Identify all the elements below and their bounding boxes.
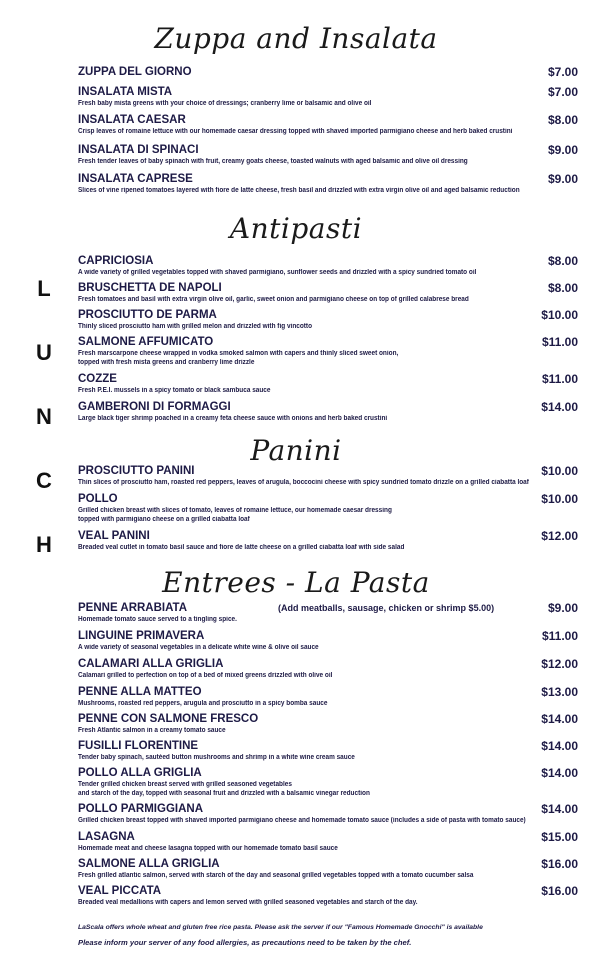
item-name: PENNE CON SALMONE FRESCO: [78, 713, 259, 725]
item-description: Breaded veal medallions with capers and lemon served with grilled seasoned vegetables and starch of the day.: [78, 899, 418, 906]
add-on-note: (Add meatballs, sausage, chicken or shrimp $5.00): [278, 603, 495, 613]
item-price: $8.00: [547, 281, 578, 295]
item-price: $9.00: [547, 172, 578, 186]
item-description: A wide variety of seasonal vegetables in a delicate white wine & olive oil sauce: [78, 644, 319, 651]
item-price: $13.00: [541, 685, 578, 699]
item-name: ZUPPA DEL GIORNO: [78, 66, 192, 78]
item-price: $12.00: [541, 529, 578, 543]
item-description: Grilled chicken breast topped with shaved imported parmigiano cheese and homemade tomato sauce (includes a side of pasta with tomato sauce): [78, 817, 526, 824]
item-price: $11.00: [541, 372, 578, 386]
menu-item: [78, 465, 578, 487]
item-price: $16.00: [541, 884, 578, 898]
item-price: $15.00: [541, 830, 578, 844]
item-description: Thin slices of prosciutto ham, roasted red peppers, leaves of arugula, boccocini cheese with spicy sundried tomato drizzle on a grilled ciabatta loaf: [78, 479, 529, 486]
item-description: Grilled chicken breast with slices of tomato, leaves of romaine lettuce, our homemade caesar dressing: [78, 507, 392, 514]
item-name: SALMONE ALLA GRIGLIA: [78, 858, 220, 870]
section-title-entrees: Entrees - La Pasta: [162, 566, 430, 599]
menu-item: [78, 803, 578, 825]
menu-item: [78, 282, 578, 304]
item-description: Tender baby spinach, sautéed button mushrooms and shrimp in a white wine cream sauce: [78, 754, 355, 761]
menu-item: [78, 173, 578, 195]
item-price: $8.00: [547, 113, 578, 127]
item-name: VEAL PANINI: [78, 530, 150, 542]
menu-item: [78, 373, 578, 395]
item-name: LASAGNA: [78, 831, 135, 843]
item-price: $7.00: [547, 65, 578, 79]
item-description: Fresh marscarpone cheese wrapped in vodka smoked salmon with capers and thinly sliced sweet onion,: [78, 350, 399, 357]
item-name: POLLO ALLA GRIGLIA: [78, 767, 202, 779]
item-description: Homemade tomato sauce served to a tingling spice.: [78, 616, 237, 623]
menu-item: [78, 144, 578, 166]
footer-allergy-note: Please inform your server of any food allergies, as precautions need to be taken by the chef.: [78, 938, 412, 947]
side-letter-u: U: [36, 340, 52, 365]
item-name: SALMONE AFFUMICATO: [78, 336, 214, 348]
item-description: A wide variety of grilled vegetables topped with shaved parmigiano, sunflower seeds and drizzled with a spicy sundried tomato oil: [78, 269, 477, 276]
item-name: BRUSCHETTA DE NAPOLI: [78, 282, 222, 294]
item-description: Homemade meat and cheese lasagna topped with our homemade tomato basil sauce: [78, 845, 338, 852]
item-description: and starch of the day, topped with seasonal fruit and drizzled with a balsamic vinegar reduction: [78, 790, 370, 797]
menu-item: [78, 713, 578, 735]
item-price: $10.00: [541, 464, 578, 478]
item-price: $8.00: [547, 254, 578, 268]
section-title-panini: Panini: [250, 434, 342, 467]
item-name: COZZE: [78, 373, 117, 385]
menu-item: [78, 602, 578, 624]
item-description: topped with fresh mista greens and cranberry lime drizzle: [78, 359, 255, 366]
side-letter-l: L: [37, 276, 51, 301]
item-name: VEAL PICCATA: [78, 885, 162, 897]
item-price: $7.00: [547, 85, 578, 99]
side-letter-n: N: [36, 404, 52, 429]
item-description: Slices of vine ripened tomatoes layered with fiore de latte cheese, fresh basil and drizzled with extra virgin olive oil and aged balsamic reduction: [78, 187, 520, 194]
menu-item: [78, 493, 578, 524]
item-name: FUSILLI FLORENTINE: [78, 740, 199, 752]
item-name: INSALATA CAESAR: [78, 114, 186, 126]
item-name: POLLO PARMIGGIANA: [78, 803, 204, 815]
menu-item: [78, 255, 578, 277]
item-price: $10.00: [541, 492, 578, 506]
menu-item: [78, 66, 578, 79]
section-title-antipasti: Antipasti: [229, 212, 363, 245]
item-name: CAPRICIOSIA: [78, 255, 154, 267]
item-description: Fresh baby mista greens with your choice of dressings; cranberry lime or balsamic and olive oil: [78, 100, 372, 107]
menu-item: [78, 686, 578, 708]
item-price: $9.00: [547, 143, 578, 157]
item-price: $9.00: [547, 601, 578, 615]
section-title-zuppa: Zuppa and Insalata: [154, 22, 438, 55]
item-price: $14.00: [541, 802, 578, 816]
item-name: PROSCIUTTO DE PARMA: [78, 309, 217, 321]
item-price: $11.00: [541, 335, 578, 349]
item-description: Fresh tomatoes and basil with extra virgin olive oil, garlic, sweet onion and parmigiano cheese on top of grilled calabrese bread: [78, 296, 469, 303]
side-letter-c: C: [36, 468, 52, 493]
menu-item: [78, 885, 578, 907]
item-name: GAMBERONI DI FORMAGGI: [78, 401, 231, 413]
item-description: topped with parmigiano cheese on a grilled ciabatta loaf: [78, 516, 250, 523]
item-description: Tender grilled chicken breast served with grilled seasoned vegetables: [78, 781, 292, 788]
footer-pasta-note: LaScala offers whole wheat and gluten free rice pasta. Please ask the server if our "Famous Homemade Gnocchi" is available: [78, 924, 483, 931]
item-price: $10.00: [541, 308, 578, 322]
item-description: Large black tiger shrimp poached in a creamy feta cheese sauce with onions and herb baked crustini: [78, 415, 388, 422]
menu-item: [78, 858, 578, 880]
item-description: Thinly sliced prosciutto ham with grilled melon and drizzled with fig vincotto: [78, 323, 313, 330]
item-name: POLLO: [78, 493, 118, 505]
item-name: PROSCIUTTO PANINI: [78, 465, 195, 477]
menu-item: [78, 530, 578, 552]
menu-item: [78, 401, 578, 423]
item-description: Mushrooms, roasted red peppers, arugula and prosciutto in a spicy bomba sauce: [78, 700, 328, 707]
item-description: Breaded veal cutlet in tomato basil sauce and fiore de latte cheese on a grilled ciabatta loaf with side salad: [78, 544, 405, 551]
menu-item: [78, 740, 578, 762]
item-name: PENNE ALLA MATTEO: [78, 686, 202, 698]
item-price: $14.00: [541, 400, 578, 414]
menu-item: [78, 831, 578, 853]
item-price: $16.00: [541, 857, 578, 871]
item-price: $14.00: [541, 739, 578, 753]
item-name: INSALATA DI SPINACI: [78, 144, 199, 156]
item-name: CALAMARI ALLA GRIGLIA: [78, 658, 224, 670]
item-description: Fresh P.E.I. mussels in a spicy tomato or black sambuca sauce: [78, 387, 271, 394]
item-price: $12.00: [541, 657, 578, 671]
item-price: $11.00: [541, 629, 578, 643]
item-description: Fresh grilled atlantic salmon, served with starch of the day and seasonal grilled vegetables topped with a tomato cucumber salsa: [78, 872, 474, 879]
menu-item: [78, 86, 578, 108]
item-name: INSALATA CAPRESE: [78, 173, 193, 185]
item-description: Fresh tender leaves of baby spinach with fruit, creamy goats cheese, toasted walnuts with aged balsamic and olive oil dressing: [78, 158, 468, 165]
menu-item: [78, 630, 578, 652]
menu-item: [78, 658, 578, 680]
item-price: $14.00: [541, 712, 578, 726]
side-letter-h: H: [36, 532, 52, 557]
menu-item: [78, 336, 578, 367]
item-name: PENNE ARRABIATA: [78, 602, 188, 614]
item-description: Crisp leaves of romaine lettuce with our homemade caesar dressing topped with shaved imported parmigiano cheese and herb baked crustini: [78, 128, 513, 135]
item-price: $14.00: [541, 766, 578, 780]
item-description: Fresh Atlantic salmon in a creamy tomato sauce: [78, 727, 226, 734]
menu-item: [78, 114, 578, 136]
item-description: Calamari grilled to perfection on top of a bed of mixed greens drizzled with olive oil: [78, 672, 333, 679]
item-name: LINGUINE PRIMAVERA: [78, 630, 205, 642]
menu-item: [78, 767, 578, 798]
menu-item: [78, 309, 578, 331]
item-name: INSALATA MISTA: [78, 86, 173, 98]
